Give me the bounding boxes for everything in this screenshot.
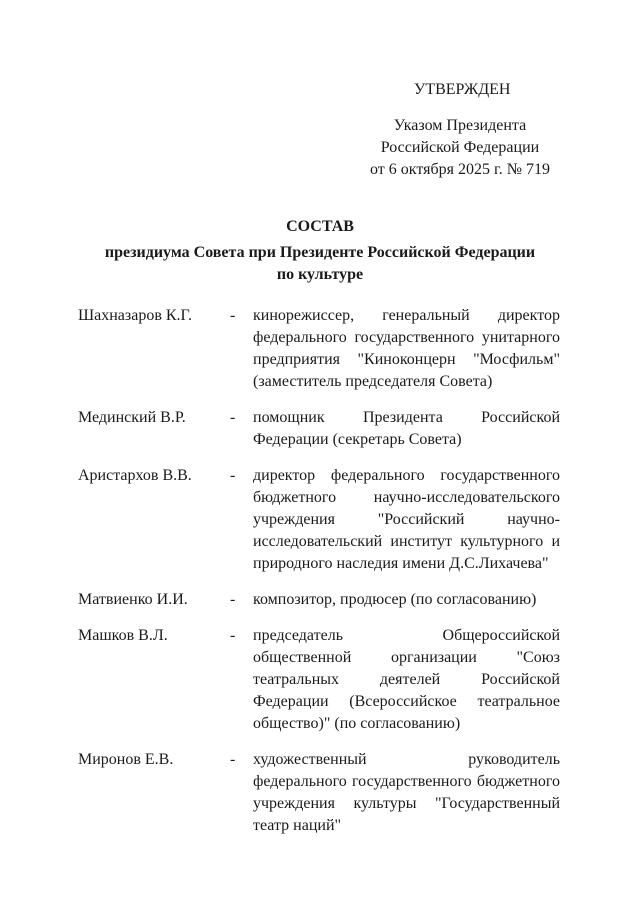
member-entry xyxy=(78,407,560,451)
member-entry xyxy=(78,749,560,837)
member-name: Аристархов В.В. xyxy=(78,467,192,484)
member-entry xyxy=(78,465,560,575)
document-subtitle-line-1: президиума Совета при Президенте Российской Федерации xyxy=(104,244,536,261)
document-heading xyxy=(90,216,550,286)
member-description: помощник Президента Российской Федерации (секретарь Совета) xyxy=(253,409,560,448)
member-description: председатель Общероссийской общественной организации "Союз театральных деятелей Российской Федерации (Всероссийское театральное общество)" (по согласованию) xyxy=(253,627,560,732)
member-name: Миронов Е.В. xyxy=(78,751,174,768)
document-title: СОСТАВ xyxy=(286,218,354,235)
member-entry xyxy=(78,305,560,393)
approved-label: УТВЕРЖДЕН xyxy=(414,81,511,98)
approval-stamp xyxy=(360,79,560,181)
member-dash: - xyxy=(230,409,236,426)
member-entry xyxy=(78,625,560,735)
members-list xyxy=(78,305,560,851)
document-subtitle-line-2: по культуре xyxy=(276,266,364,283)
member-name: Шахназаров К.Г. xyxy=(78,307,192,324)
member-description: кинорежиссер, генеральный директор федерального государственного унитарного предприятия "Киноконцерн "Мосфильм" (заместитель председателя Совета) xyxy=(253,307,560,390)
member-dash: - xyxy=(230,627,236,644)
member-description: художественный руководитель федерального государственного бюджетного учреждения культуры "Государственный театр наций" xyxy=(253,751,560,834)
member-dash: - xyxy=(230,591,236,608)
member-dash: - xyxy=(230,307,236,324)
member-name: Мединский В.Р. xyxy=(78,409,186,426)
member-dash: - xyxy=(230,751,236,768)
approval-date-line: от 6 октября 2025 г. № 719 xyxy=(369,161,550,178)
member-entry xyxy=(78,589,560,611)
member-description: директор федерального государственного бюджетного научно-исследовательского учреждения "Российский научно-исследовательский институт культурного и природного наследия имени Д.С.Лихачева" xyxy=(253,467,560,572)
member-name: Матвиенко И.И. xyxy=(78,591,188,608)
approval-decree-line: Указом Президента xyxy=(393,117,527,134)
member-name: Машков В.Л. xyxy=(78,627,168,644)
approval-country-line: Российской Федерации xyxy=(380,139,540,156)
member-description: композитор, продюсер (по согласованию) xyxy=(253,591,537,608)
member-dash: - xyxy=(230,467,236,484)
